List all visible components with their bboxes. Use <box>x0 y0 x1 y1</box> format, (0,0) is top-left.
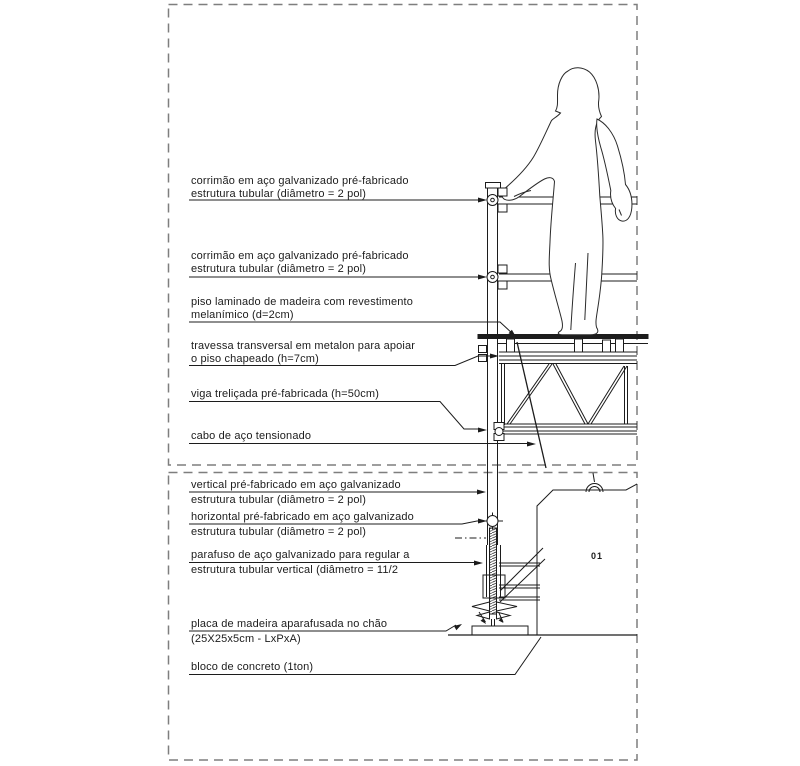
label-line: estrutura tubular vertical (diâmetro = 11/2 <box>191 564 399 576</box>
figure-right-arm <box>597 119 632 221</box>
leader-piso <box>189 322 514 335</box>
label-line: piso laminado de madeira com revestimento <box>191 296 413 308</box>
block-number: 01 <box>591 551 604 561</box>
block-diagonal-braces <box>500 548 545 602</box>
label-vertical <box>191 479 401 507</box>
label-line: melanímico (d=2cm) <box>191 308 294 321</box>
label-line: vertical pré-fabricado em aço galvanizado <box>191 479 401 491</box>
truss-girder <box>499 363 637 434</box>
label-line: corrimão em aço galvanizado pré-fabricado <box>191 175 409 187</box>
label-cabo <box>191 430 311 443</box>
label-bloco <box>191 661 313 674</box>
label-piso <box>191 296 413 321</box>
label-corrimao-mid <box>191 250 409 275</box>
jack-assembly <box>455 528 528 635</box>
worker-figure <box>502 68 632 335</box>
threaded-rod <box>490 528 497 614</box>
label-line: estrutura tubular (diâmetro = 2 pol) <box>191 262 367 275</box>
label-line: estrutura tubular (diâmetro = 2 pol) <box>191 187 367 200</box>
label-line: viga treliçada pré-fabricada (h=50cm) <box>191 388 380 400</box>
label-line: cabo de aço tensionado <box>191 430 312 442</box>
wood-base-plate <box>472 626 528 635</box>
label-travessa <box>191 340 415 365</box>
concrete-block <box>499 473 637 635</box>
figure-body-outline <box>502 68 603 335</box>
label-parafuso <box>191 549 410 577</box>
tension-cable <box>517 342 546 468</box>
label-line: estrutura tubular (diâmetro = 2 pol) <box>191 526 367 538</box>
lifting-ring <box>586 473 603 492</box>
label-line: placa de madeira aparafusada no chão <box>191 618 388 630</box>
label-line: estrutura tubular (diâmetro = 2 pol) <box>191 494 367 506</box>
label-line: horizontal pré-fabricado em aço galvanizado <box>191 511 414 523</box>
label-corrimao-top <box>191 175 409 200</box>
label-horizontal <box>191 511 414 539</box>
label-placa <box>191 618 387 646</box>
leader-viga <box>189 402 478 430</box>
label-line: parafuso de aço galvanizado para regular a <box>191 549 410 561</box>
coupler-truss <box>494 423 504 441</box>
label-viga <box>191 388 379 401</box>
label-line: bloco de concreto (1ton) <box>191 661 314 673</box>
label-line: travessa transversal em metalon para apoiar <box>191 340 416 352</box>
label-line: (25X25x5cm - LxPxA) <box>191 633 301 645</box>
platform-deck <box>478 335 648 364</box>
label-line: corrimão em aço galvanizado pré-fabricado <box>191 250 409 262</box>
label-line: o piso chapeado (h=7cm) <box>191 352 319 365</box>
